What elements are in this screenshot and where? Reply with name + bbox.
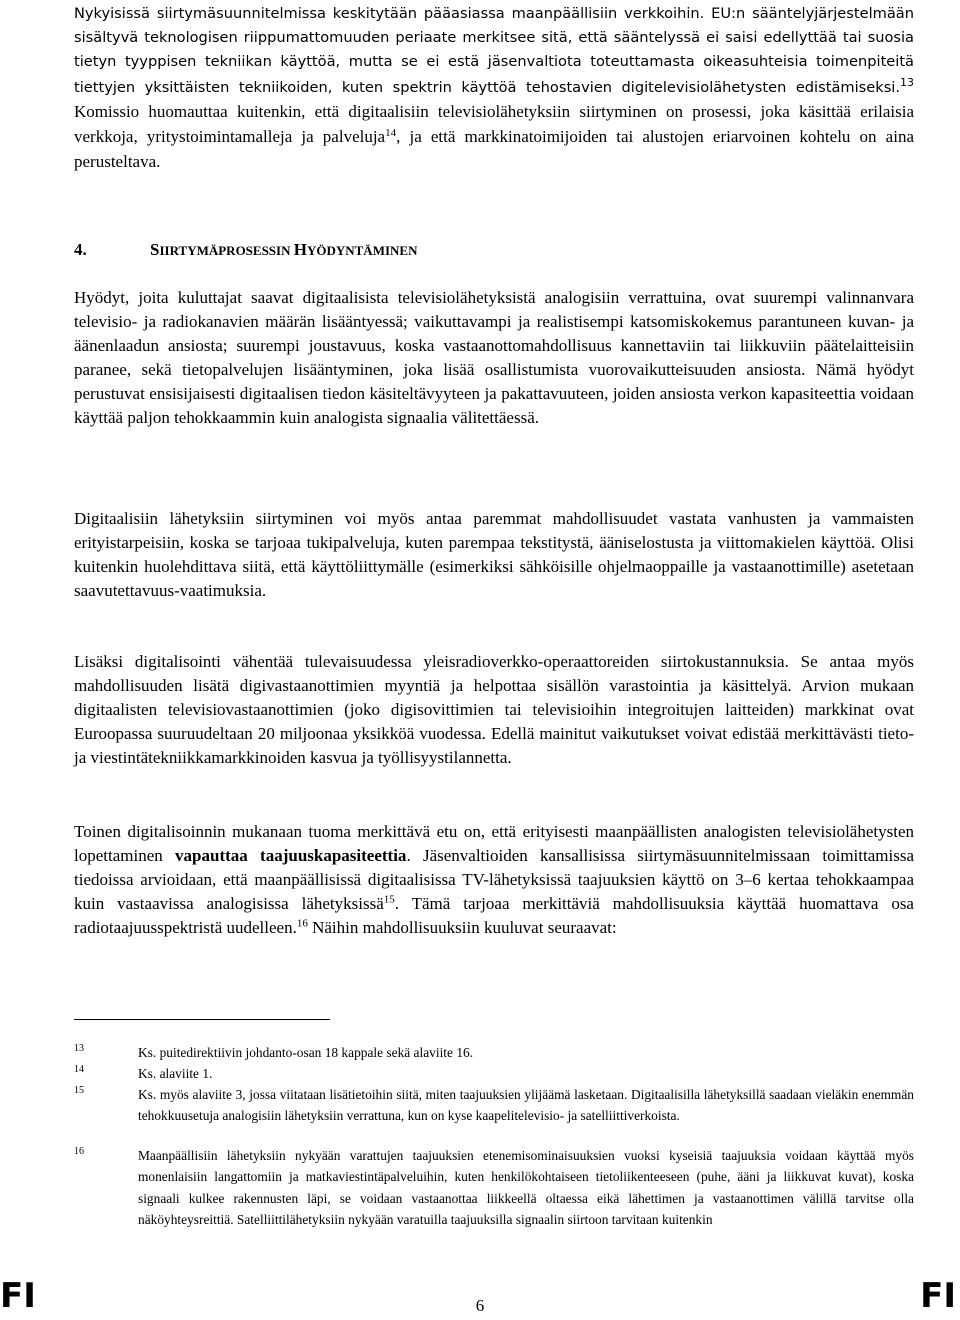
footer-language-left: FI xyxy=(0,1276,36,1316)
costs-paragraph: Lisäksi digitalisointi vähentää tulevaisuudessa yleisradioverkko-operaattoreiden siirtokustannuksia. Se antaa myös mahdollisuuden lisätä digivastaanottimien myyntiä ja helpottaa sisällön varastointia ja käsittelyä. Arvion mukaan digitaalisten televisiovastaanottimien (joko digisovittimien tai televisioihin integroitujen laitteiden) markkinat ovat Euroopassa suuruudeltaan 20 miljoonaa yksikköä vuodessa. Edellä mainitut vaikutukset voivat edistää merkittävästi tieto- ja viestintätekniikkamarkkinoiden kasvua ja työllisyystilannetta. xyxy=(74,652,914,768)
footnote-13: 13 Ks. puitedirektiivin johdanto-osan 18 kappale sekä alaviite 16. xyxy=(74,1043,474,1060)
footnote-15: 15 Ks. myös alaviite 3, jossa viitataan lisätietoihin siitä, miten taajuuksien ylijäämä lasketaan. Digitaalisilla lähetyksillä saadaan vieläkin enemmän tehokkuusetuja analogisiin lähetyksiin verrattuna, kun on kyse kaapelitelevisio- ja satelliittiverkoista. xyxy=(74,1085,914,1124)
page-number: 6 xyxy=(475,1296,485,1315)
bold-phrase: vapauttaa taajuuskapasiteettia xyxy=(175,846,407,866)
footnote-14: 14 Ks. alaviite 1. xyxy=(74,1064,213,1081)
footnote-ref-15[interactable]: 15 xyxy=(383,893,395,906)
intro-paragraph: Nykyisissä siirtymäsuunnitelmissa keskitytään pääasiassa maanpäällisiin verkkoihin. EU:n sääntelyjärjestelmään sisältyvä teknologisen riippumattomuuden periaate merkitsee sitä, että sääntelyssä ei saisi edellyttää tai suosia tietyn tyyppisen tekniikan käyttöä, mutta se ei estä jäsenvaltiota toteuttamasta oikeasuhteisia toimenpiteitä tiettyjen yksittäisten tekniikoiden, kuten spektrin käyttöä tehostavien digitelevisiolähetysten edistämiseksi.$^{13}$ Komissio huomauttaa kuitenkin, että digitaalisiin televisiolähetyksiin siirtyminen on prosessi, joka käsittää erilaisia verkkoja, yritystoimintamalleja ja palveluja$^{14}$, ja että markkinatoimijoiden tai alustojen eriarvoinen kohtelu on aina perusteltava. xyxy=(74,5,914,172)
footnote-16: 16 Maanpäällisiin lähetyksiin nykyään varattujen taajuuksien etenemisominaisuuksien vuoksi kyseisiä taajuuksia voidaan käyttää myös monenlaisiin langattomiin ja matkaviestintäpalveluihin, kuten henkilökohtaiseen tietoliikenteeseen (puhe, ääni ja liikkuvat kuvat), koska signaali kulkee rakennusten läpi, se voidaan vastaanottaa liikkeellä oltaessa eikä lähettimen ja vastaanottimen välillä tarvitse olla näköyhteysreittiä. Satelliittilähetyksiin nykyään varatuilla taajuuksilla signaalin siirtoon tarvitaan kuitenkin xyxy=(74,1146,914,1227)
benefits-paragraph: Hyödyt, joita kuluttajat saavat digitaalisista televisiolähetyksistä analogisiin verrattuina, ovat suurempi valinnanvara televisio- ja radiokanavien määrän lisääntyessä; vaikuttavampi ja realistisempi katsomiskokemus parantuneen kuvan- ja äänenlaadun ansiosta; suurempi joustavuus, koska vastaanottomahdollisuus kannettaviin tai liikkuviin päätelaitteisiin paranee, sekä tietopalvelujen lisääntyminen, joka lisää osallistumista vuorovaikutteisuuden ansiosta. Nämä hyödyt perustuvat ensisijaisesti digitaalisen tiedon käsiteltävyyteen ja pakattavuuteen, joiden ansiosta verkon kapasiteettia voidaan käyttää paljon tehokkaammin kuin analogista signaalia välitettäessä. xyxy=(74,288,914,428)
footer-language-right: FI xyxy=(920,1276,956,1316)
spectrum-paragraph: Toinen digitalisoinnin mukanaan tuoma merkittävä etu on, että erityisesti maanpäällisten analogisten televisiolähetysten lopettaminen vapauttaa taajuuskapasiteettia. Jäsenvaltioiden kansallisissa siirtymäsuunnitelmissaan toimittamissa tiedoissa arvioidaan, että maanpäällisissä digitaalisissa TV-lähetyksissä taajuuksien käyttö on 3–6 kertaa tehokkaampaa kuin vastaavissa analogisissa lähetyksissä$^{15}$. Tämä tarjoaa merkittäviä mahdollisuuksia käyttää huomattava osa radiotaajuusspektristä uudelleen.$^{16}$ Näihin mahdollisuuksiin kuuluvat seuraavat: xyxy=(74,822,914,938)
footnote-ref-13[interactable]: 13 xyxy=(900,75,914,89)
section-heading: 4. SIIRTYMÄPROSESSIN HYÖDYNTÄMINEN xyxy=(74,240,418,259)
accessibility-paragraph: Digitaalisiin lähetyksiin siirtyminen voi myös antaa paremmat mahdollisuudet vastata vanhusten ja vammaisten erityistarpeisiin, koska se tarjoaa tukipalveluja, kuten parempaa tekstitystä, ääniselostusta ja viittomakielen käyttöä. Olisi kuitenkin huolehdittava siitä, että käyttöliittymälle (esimerkiksi sähköisille ohjelmaoppaille ja vastaanottimille) asetetaan saavutettavuus-vaatimuksia. xyxy=(74,509,914,601)
footnote-ref-14[interactable]: 14 xyxy=(385,127,397,140)
footnote-separator xyxy=(74,1019,330,1020)
section-number: 4. xyxy=(74,240,87,259)
footnote-ref-16[interactable]: 16 xyxy=(296,917,308,930)
